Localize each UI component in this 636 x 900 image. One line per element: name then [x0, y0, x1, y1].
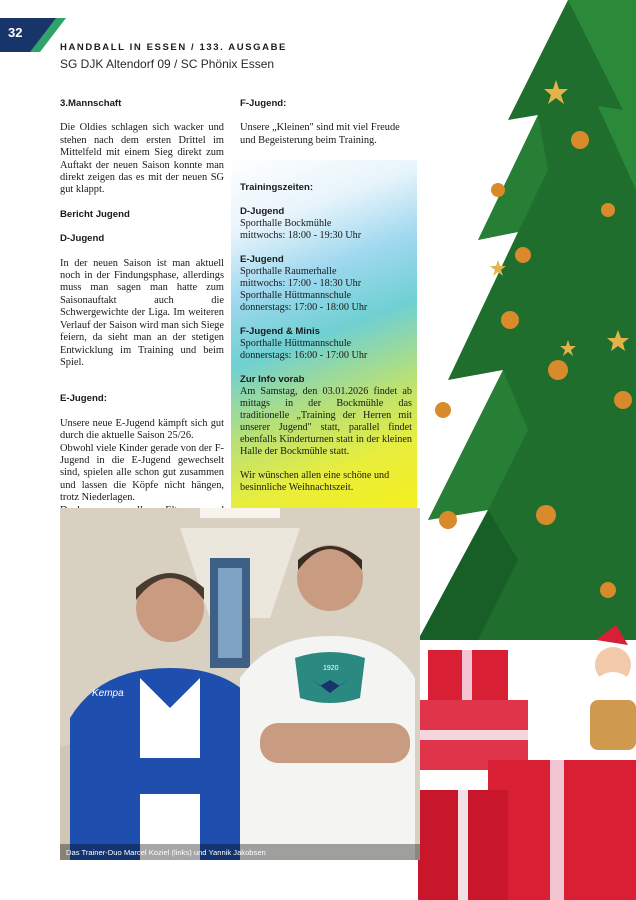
christmas-wish: Wir wünschen allen eine schöne und besinnliche Weihnachtszeit.: [240, 470, 390, 493]
e-youth-time-2: donnerstags: 17:00 - 18:00 Uhr: [240, 302, 368, 313]
jacket-initials: MK: [180, 706, 191, 713]
magazine-kicker: HANDBALL IN ESSEN / 133. AUSGABE: [60, 42, 287, 53]
coaches-photo: [60, 508, 420, 860]
santa-figurine-icon: [590, 625, 636, 750]
f-youth-time: donnerstags: 16:00 - 17:00 Uhr: [240, 350, 368, 361]
info-notice: [240, 374, 412, 458]
paragraph-f-youth: Unsere „Kleinen" sind mit viel Freude und Begeisterung beim Training.: [240, 122, 400, 146]
paragraph-d-youth: In der neuen Saison ist man aktuell noch in der Findungsphase, allerdings muss man sagen man hatte zum Saisonauftakt auch die Schwergewichte der Liga. Im weiteren Verlauf der Saison wird man sich Siege feiern, da sieht man an der stetigen Entwicklung im Training und beim Spiel.: [60, 257, 224, 368]
d-youth-hall: Sporthalle Bockmühle: [240, 218, 332, 229]
d-youth-schedule: [240, 206, 412, 242]
heading-third-team: 3.Mannschaft: [60, 98, 122, 109]
e-youth-hall-2: Sporthalle Hüttmannschule: [240, 290, 352, 301]
paragraph-e-youth-1: Unsere neue E-Jugend kämpft sich gut durch die aktuelle Saison 25/26.: [60, 417, 224, 442]
e-youth-time-1: mittwochs: 17:00 - 18:30 Uhr: [240, 278, 362, 289]
f-youth-schedule-title: F-Jugend & Minis: [240, 326, 320, 337]
heading-youth-report: Bericht Jugend: [60, 208, 130, 220]
heading-e-youth: E-Jugend:: [60, 393, 107, 405]
e-youth-hall-1: Sporthalle Raumerhalle: [240, 266, 337, 277]
info-notice-title: Zur Info vorab: [240, 374, 305, 385]
tree-icon: [418, 0, 636, 640]
training-times-title: Trainingszeiten:: [240, 182, 314, 193]
left-article-column: [60, 98, 224, 542]
paragraph-third-team: Die Oldies schlagen sich wacker und stehen nach dem ersten Drittel im Mittelfeld mit einem Sieg direkt zum Auftakt der neuen Saison konnte man direkt zeigen das es mit der neuen SG gut klappt.: [60, 122, 224, 196]
e-youth-schedule: [240, 254, 412, 314]
e-youth-schedule-title: E-Jugend: [240, 254, 284, 265]
d-youth-schedule-title: D-Jugend: [240, 206, 285, 217]
photo-caption: Das Trainer-Duo Marcel Koziel (links) und Yannik Jakobsen: [66, 848, 266, 857]
jacket-brand: Kempa: [92, 688, 124, 699]
shirt-year: 1920: [323, 665, 339, 672]
d-youth-time: mittwochs: 18:00 - 19:30 Uhr: [240, 230, 362, 241]
training-times-content: [240, 182, 412, 494]
info-notice-text: Am Samstag, den 03.01.2026 findet ab mittags in der Bockmühle das traditionelle „Training der Herren mit unserer Jugend" statt, parallel findet ebenfalls Kinderturnen statt in der kleinen Halle der Bockmühle statt.: [240, 386, 412, 457]
paragraph-e-youth-2: Obwohl viele Kinder gerade von der F-Jugend in die E-Jugend gewechselt sind, spielen alle schon gut zusammen und lassen die Köpfe nicht hängen, trotz Niederlagen.: [60, 442, 224, 504]
right-article-column: [240, 98, 412, 159]
heading-d-youth: D-Jugend: [60, 233, 105, 245]
club-title: SG DJK Altendorf 09 / SC Phönix Essen: [60, 57, 275, 71]
christmas-tree-illustration: [418, 0, 636, 900]
heading-f-youth: F-Jugend:: [240, 98, 287, 109]
page-number: 32: [8, 25, 23, 40]
f-youth-hall: Sporthalle Hüttmannschule: [240, 338, 352, 349]
coaches-photo-illustration: [60, 508, 420, 860]
f-youth-schedule: [240, 326, 412, 362]
